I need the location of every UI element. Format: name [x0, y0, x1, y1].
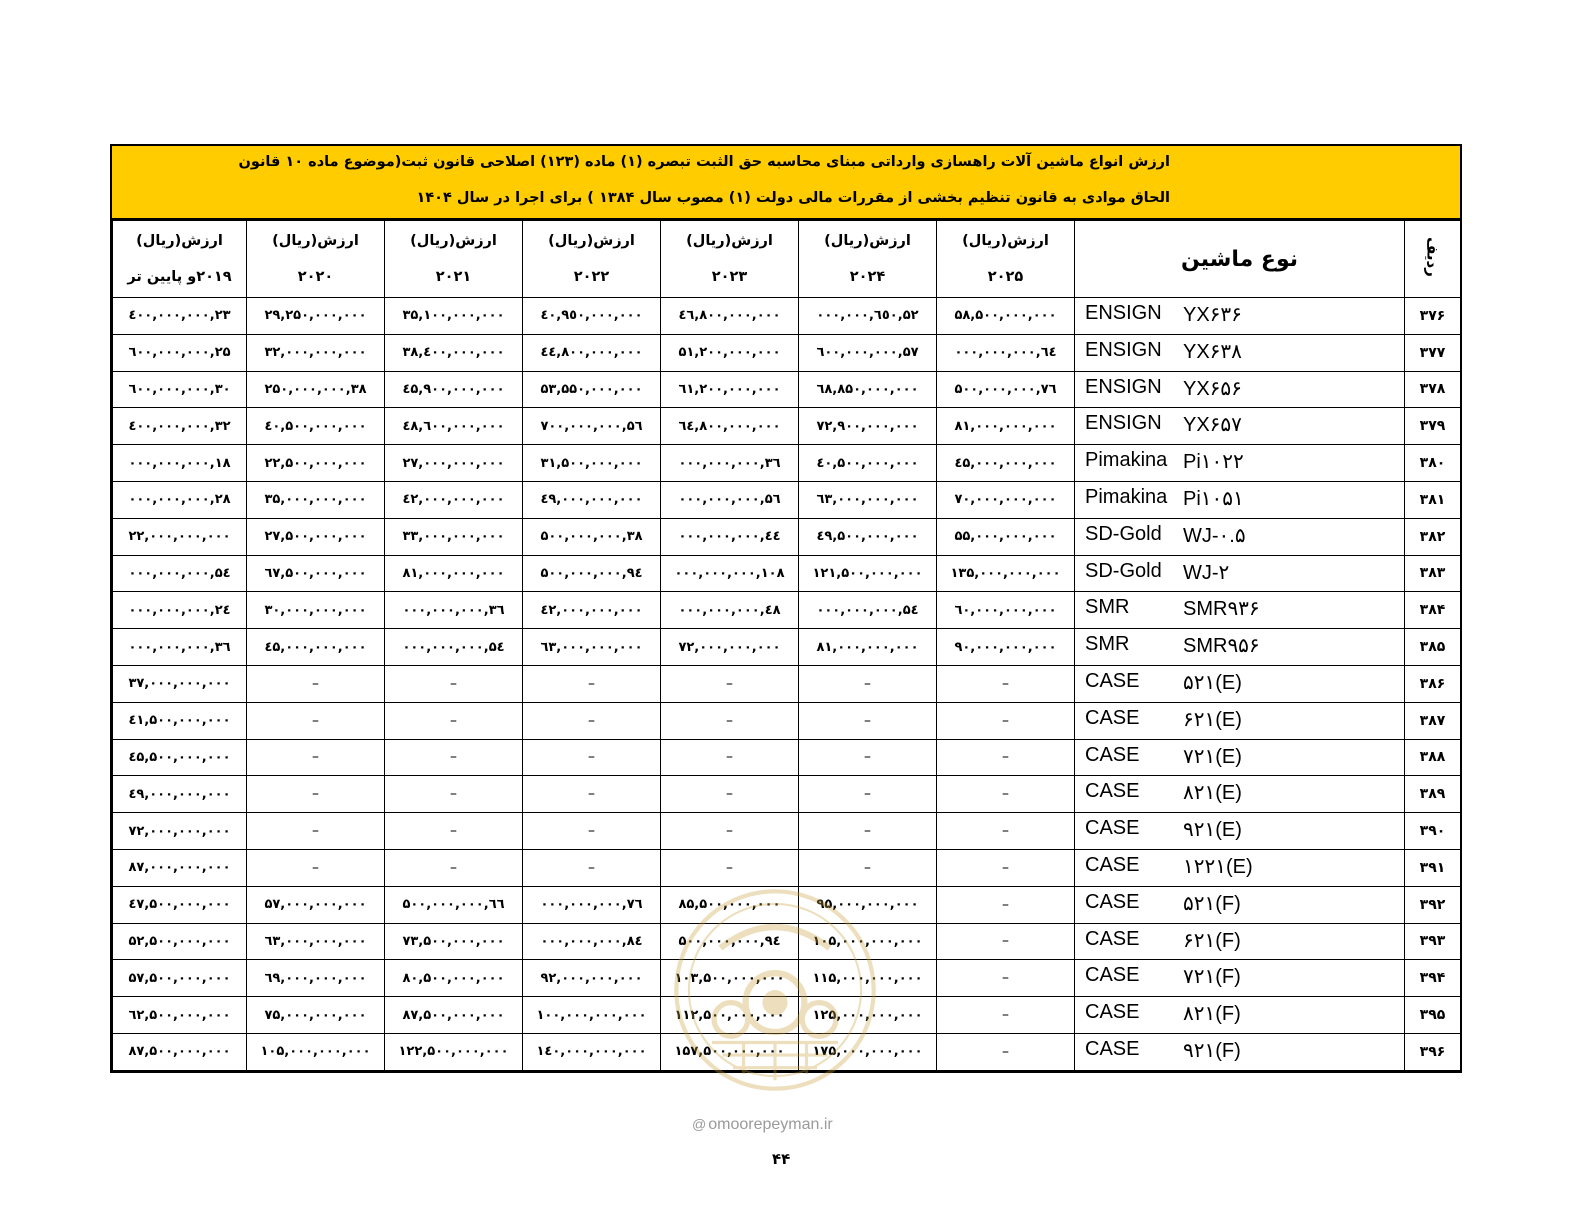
value-cell: ٨۷,۰۰۰,۰۰۰,۰۰۰ [113, 849, 247, 886]
machine-model: WJ-۰.۵ [1183, 524, 1246, 547]
row-index: ۳۹۴ [1405, 960, 1461, 997]
value-cell: – [937, 702, 1075, 739]
table-row [113, 408, 1461, 445]
value-cell: – [385, 776, 523, 813]
machine-brand: CASE [1085, 927, 1140, 950]
table-row [113, 886, 1461, 923]
value-cell: ۳۰,۰۰۰,۰۰۰,۰۰۰ [247, 592, 385, 629]
value-cell: ۵۲,۵۰۰,۰۰۰,۰۰۰ [113, 923, 247, 960]
value-cell: – [937, 997, 1075, 1034]
row-index: ۳۸۶ [1405, 665, 1461, 702]
machine-model: YX۶۳۸ [1183, 340, 1242, 363]
value-cell: ۲٤,۰۰۰,۰۰۰,۰۰۰ [113, 592, 247, 629]
table-row [113, 776, 1461, 813]
value-cell: ۱۰٨,۰۰۰,۰۰۰,۰۰۰ [661, 555, 799, 592]
value-cell: ۲٨,۰۰۰,۰۰۰,۰۰۰ [113, 481, 247, 518]
value-cell: ۹۵,۰۰۰,۰۰۰,۰۰۰ [799, 886, 937, 923]
machine-type-cell [1075, 408, 1405, 445]
value-cell: ۲۷,۵۰۰,۰۰۰,۰۰۰ [247, 518, 385, 555]
value-cell: ۱۳۵,۰۰۰,۰۰۰,۰۰۰ [937, 555, 1075, 592]
machine-type-cell [1075, 813, 1405, 850]
table-row [113, 298, 1461, 335]
machine-model: ۶۲۱(E) [1183, 708, 1242, 731]
table-row [113, 739, 1461, 776]
value-cell: ۳۵,۱۰۰,۰۰۰,۰۰۰ [385, 298, 523, 335]
footer-website [692, 1116, 833, 1134]
value-cell: ۱۱۵,۰۰۰,۰۰۰,۰۰۰ [799, 960, 937, 997]
value-cell: ٨۱,۰۰۰,۰۰۰,۰۰۰ [937, 408, 1075, 445]
value-cell: ٨٤,۰۰۰,۰۰۰,۰۰۰ [523, 923, 661, 960]
machine-brand: CASE [1085, 706, 1140, 729]
machine-model: ۹۲۱(F) [1183, 1039, 1241, 1062]
value-cell: ٦۰,۰۰۰,۰۰۰,۰۰۰ [937, 592, 1075, 629]
table-row [113, 334, 1461, 371]
value-cell: ٤٦,٨۰۰,۰۰۰,۰۰۰ [661, 298, 799, 335]
machine-model: YX۶۵۷ [1183, 414, 1242, 437]
value-cell: – [661, 813, 799, 850]
machine-brand: CASE [1085, 1037, 1140, 1060]
value-cell: ۵۵,۰۰۰,۰۰۰,۰۰۰ [937, 518, 1075, 555]
machine-brand: CASE [1085, 964, 1140, 987]
price-table-sheet [110, 144, 1462, 1073]
value-cell: ٤۰,۹٥۰,۰۰۰,۰۰۰ [523, 298, 661, 335]
value-cell: ۳۲,۰۰۰,۰۰۰,۰۰۰ [247, 334, 385, 371]
machine-type-cell [1075, 371, 1405, 408]
value-cell: ۵۷,٦۰۰,۰۰۰,۰۰۰ [799, 334, 937, 371]
row-index: ۳۸۱ [1405, 481, 1461, 518]
value-cell: ۹٤,۵۰۰,۰۰۰,۰۰۰ [523, 555, 661, 592]
value-cell: ۳٨,۲۵۰,۰۰۰,۰۰۰ [247, 371, 385, 408]
value-cell: ٤۲,۰۰۰,۰۰۰,۰۰۰ [385, 481, 523, 518]
row-index: ۳۹۰ [1405, 813, 1461, 850]
value-cell: ٨۱,۰۰۰,۰۰۰,۰۰۰ [385, 555, 523, 592]
value-cell: ٦۷,۵۰۰,۰۰۰,۰۰۰ [247, 555, 385, 592]
value-cell: – [523, 849, 661, 886]
value-cell: ٦٤,٨۰۰,۰۰۰,۰۰۰ [661, 408, 799, 445]
value-cell: ۳۱,۵۰۰,۰۰۰,۰۰۰ [523, 445, 661, 482]
row-index: ۳۸۰ [1405, 445, 1461, 482]
value-cell: ۲۲,۰۰۰,۰۰۰,۰۰۰ [113, 518, 247, 555]
row-index: ۳۹۵ [1405, 997, 1461, 1034]
value-cell: – [385, 702, 523, 739]
value-cell: ۱٨,۰۰۰,۰۰۰,۰۰۰ [113, 445, 247, 482]
value-cell: ۷۲,۰۰۰,۰۰۰,۰۰۰ [661, 629, 799, 666]
value-cell: ۵٦,۷۰۰,۰۰۰,۰۰۰ [523, 408, 661, 445]
value-cell: – [661, 776, 799, 813]
row-index: ۳۹۳ [1405, 923, 1461, 960]
value-cell: – [937, 739, 1075, 776]
machine-type-cell [1075, 997, 1405, 1034]
machine-type-cell [1075, 739, 1405, 776]
value-cell: – [247, 665, 385, 702]
value-cell: – [247, 702, 385, 739]
machine-model: ۷۲۱(F) [1183, 966, 1241, 989]
header-value-label: ارزش(ریال) [962, 233, 1049, 249]
machine-brand: ENSIGN [1085, 375, 1162, 398]
machine-type-cell [1075, 445, 1405, 482]
machine-model: ۸۲۱(E) [1183, 782, 1242, 805]
value-cell: – [937, 813, 1075, 850]
machine-model: ۸۲۱(F) [1183, 1003, 1241, 1026]
value-cell: ۲۳,٤۰۰,۰۰۰,۰۰۰ [113, 298, 247, 335]
value-cell: – [385, 813, 523, 850]
row-index: ۳۸۹ [1405, 776, 1461, 813]
value-cell: ٦۳,۰۰۰,۰۰۰,۰۰۰ [799, 481, 937, 518]
row-index: ۳۹۱ [1405, 849, 1461, 886]
header-year-2022 [523, 221, 661, 298]
value-cell: ۱۲۵,۰۰۰,۰۰۰,۰۰۰ [799, 997, 937, 1034]
value-cell: ۳٦,۰۰۰,۰۰۰,۰۰۰ [113, 629, 247, 666]
machine-brand: CASE [1085, 853, 1140, 876]
header-value-label: ارزش(ریال) [410, 233, 497, 249]
header-value-label: ارزش(ریال) [272, 233, 359, 249]
value-cell: ٤٤,٨۰۰,۰۰۰,۰۰۰ [523, 334, 661, 371]
value-cell: ۲۷,۰۰۰,۰۰۰,۰۰۰ [385, 445, 523, 482]
value-cell: ۷۵,۰۰۰,۰۰۰,۰۰۰ [247, 997, 385, 1034]
value-cell: ٤٨,۰۰۰,۰۰۰,۰۰۰ [661, 592, 799, 629]
row-index: ۳۷۸ [1405, 371, 1461, 408]
value-cell: – [799, 739, 937, 776]
table-row [113, 592, 1461, 629]
table-title-band [112, 146, 1460, 220]
value-cell: ۷۰,۰۰۰,۰۰۰,۰۰۰ [937, 481, 1075, 518]
value-cell: ٤۵,۵۰۰,۰۰۰,۰۰۰ [113, 739, 247, 776]
machine-type-cell [1075, 629, 1405, 666]
page-number: ۴۴ [772, 1150, 791, 1168]
value-cell: – [937, 960, 1075, 997]
machine-type-cell [1075, 518, 1405, 555]
value-cell: ۱۵۷,۵۰۰,۰۰۰,۰۰۰ [661, 1033, 799, 1070]
value-cell: – [247, 849, 385, 886]
row-index: ۳۸۴ [1405, 592, 1461, 629]
machine-brand: CASE [1085, 780, 1140, 803]
row-index: ۳۷۷ [1405, 334, 1461, 371]
row-index: ۳۸۸ [1405, 739, 1461, 776]
machine-type-cell [1075, 1033, 1405, 1070]
header-year-2023 [661, 221, 799, 298]
header-year: ۲۰۲۴ [849, 269, 886, 285]
value-cell: ۵۳,۵۵۰,۰۰۰,۰۰۰ [523, 371, 661, 408]
value-cell: ۱۰۰,۰۰۰,۰۰۰,۰۰۰ [523, 997, 661, 1034]
header-year-2021 [385, 221, 523, 298]
machine-brand: SMR [1085, 633, 1130, 656]
value-cell: – [799, 776, 937, 813]
machine-brand: Pimakina [1085, 485, 1168, 508]
value-cell: ۳٦,۰۰۰,۰۰۰,۰۰۰ [385, 592, 523, 629]
value-cell: ۹٤,۵۰۰,۰۰۰,۰۰۰ [661, 923, 799, 960]
value-cell: ۳۳,۰۰۰,۰۰۰,۰۰۰ [385, 518, 523, 555]
machine-type-cell [1075, 702, 1405, 739]
machine-type-cell [1075, 923, 1405, 960]
value-cell: – [523, 665, 661, 702]
at-sign-icon: @ [692, 1116, 707, 1132]
value-cell: ٤۹,۰۰۰,۰۰۰,۰۰۰ [113, 776, 247, 813]
machine-model: ۶۲۱(F) [1183, 929, 1241, 952]
value-cell: – [937, 849, 1075, 886]
value-cell: ٤۰,۵۰۰,۰۰۰,۰۰۰ [247, 408, 385, 445]
footer-website-text: omoorepeyman.ir [708, 1116, 833, 1133]
header-machine-type: نوع ماشین [1075, 221, 1405, 298]
table-row [113, 960, 1461, 997]
machine-brand: CASE [1085, 669, 1140, 692]
machine-model: ۷۲۱(E) [1183, 745, 1242, 768]
value-cell: ٨۷,۵۰۰,۰۰۰,۰۰۰ [385, 997, 523, 1034]
value-cell: ۷٦,۰۰۰,۰۰۰,۰۰۰ [523, 886, 661, 923]
machine-model: SMR۹۳۶ [1183, 598, 1260, 621]
header-year: ۲۰۲۲ [573, 269, 610, 285]
value-cell: ٦۲,۵۰۰,۰۰۰,۰۰۰ [113, 997, 247, 1034]
value-cell: ٨۱,۰۰۰,۰۰۰,۰۰۰ [799, 629, 937, 666]
value-cell: ٤٤,۰۰۰,۰۰۰,۰۰۰ [661, 518, 799, 555]
value-cell: – [937, 886, 1075, 923]
value-cell: ۳٦,۰۰۰,۰۰۰,۰۰۰ [661, 445, 799, 482]
value-cell: ۵۱,۲۰۰,۰۰۰,۰۰۰ [661, 334, 799, 371]
machine-type-cell [1075, 555, 1405, 592]
value-cell: ۲۵,٦۰۰,۰۰۰,۰۰۰ [113, 334, 247, 371]
machine-type-cell [1075, 592, 1405, 629]
row-index: ۳۷۶ [1405, 298, 1461, 335]
header-year-2024 [799, 221, 937, 298]
machine-brand: CASE [1085, 743, 1140, 766]
machine-brand: ENSIGN [1085, 302, 1162, 324]
machine-model: ۵۲۱(E) [1183, 671, 1242, 694]
value-cell: ۱۰۳,۵۰۰,۰۰۰,۰۰۰ [661, 960, 799, 997]
value-cell: ۳۷,۰۰۰,۰۰۰,۰۰۰ [113, 665, 247, 702]
table-row [113, 629, 1461, 666]
machine-brand: SD-Gold [1085, 559, 1162, 582]
table-title-line-2: الحاق موادی به قانون تنظیم بخشی از مقررات مالی دولت (۱) مصوب سال ۱۳۸۴ ) برای اجرا در سال ۱۴۰۴ [416, 190, 1170, 206]
value-cell: ۱۲۱,۵۰۰,۰۰۰,۰۰۰ [799, 555, 937, 592]
machine-type-cell [1075, 334, 1405, 371]
value-cell: ۷۳,۵۰۰,۰۰۰,۰۰۰ [385, 923, 523, 960]
value-cell: – [799, 813, 937, 850]
value-cell: ٤۵,۹۰۰,۰۰۰,۰۰۰ [385, 371, 523, 408]
header-year-2020 [247, 221, 385, 298]
value-cell: ٦٤,۰۰۰,۰۰۰,۰۰۰ [937, 334, 1075, 371]
row-index: ۳۸۷ [1405, 702, 1461, 739]
table-row [113, 555, 1461, 592]
machine-model: Pi۱۰۲۲ [1183, 451, 1244, 474]
value-cell: – [247, 776, 385, 813]
value-cell: – [523, 813, 661, 850]
machine-brand: CASE [1085, 1001, 1140, 1024]
value-cell: ۵٦,۰۰۰,۰۰۰,۰۰۰ [661, 481, 799, 518]
value-cell: ۳۵,۰۰۰,۰۰۰,۰۰۰ [247, 481, 385, 518]
machine-model: Pi۱۰۵۱ [1183, 487, 1244, 510]
value-cell: ۱٤۰,۰۰۰,۰۰۰,۰۰۰ [523, 1033, 661, 1070]
row-index: ۳۸۳ [1405, 555, 1461, 592]
machine-type-cell [1075, 849, 1405, 886]
value-cell: – [799, 849, 937, 886]
header-row [113, 221, 1461, 298]
table-row [113, 371, 1461, 408]
table-row [113, 445, 1461, 482]
machine-type-cell [1075, 481, 1405, 518]
value-cell: ۷۲,۰۰۰,۰۰۰,۰۰۰ [113, 813, 247, 850]
machine-type-cell [1075, 960, 1405, 997]
machine-type-cell [1075, 665, 1405, 702]
price-table [112, 220, 1461, 1071]
value-cell: – [523, 776, 661, 813]
value-cell: ٨۷,۵۰۰,۰۰۰,۰۰۰ [113, 1033, 247, 1070]
value-cell: – [385, 665, 523, 702]
value-cell: ٨۵,۵۰۰,۰۰۰,۰۰۰ [661, 886, 799, 923]
value-cell: ٤۱,۵۰۰,۰۰۰,۰۰۰ [113, 702, 247, 739]
machine-model: YX۶۳۶ [1183, 304, 1242, 326]
machine-brand: Pimakina [1085, 449, 1168, 472]
header-year: ۲۰۲۱ [435, 269, 472, 285]
value-cell: – [799, 702, 937, 739]
header-year-2019-and-older [113, 221, 247, 298]
value-cell: ٤۹,۵۰۰,۰۰۰,۰۰۰ [799, 518, 937, 555]
value-cell: ۵٤,۰۰۰,۰۰۰,۰۰۰ [385, 629, 523, 666]
value-cell: ۹۰,۰۰۰,۰۰۰,۰۰۰ [937, 629, 1075, 666]
machine-type-cell [1075, 776, 1405, 813]
value-cell: ٤٨,٦۰۰,۰۰۰,۰۰۰ [385, 408, 523, 445]
table-row [113, 702, 1461, 739]
value-cell: ٤۲,۰۰۰,۰۰۰,۰۰۰ [523, 592, 661, 629]
value-cell: ۳۰,٦۰۰,۰۰۰,۰۰۰ [113, 371, 247, 408]
value-cell: ۱۰۵,۰۰۰,۰۰۰,۰۰۰ [799, 923, 937, 960]
value-cell: ۳٨,٤۰۰,۰۰۰,۰۰۰ [385, 334, 523, 371]
value-cell: ۲۲,۵۰۰,۰۰۰,۰۰۰ [247, 445, 385, 482]
value-cell: ۲۹,۲۵۰,۰۰۰,۰۰۰ [247, 298, 385, 335]
value-cell: ۷۲,۹۰۰,۰۰۰,۰۰۰ [799, 408, 937, 445]
machine-model: YX۶۵۶ [1183, 377, 1242, 400]
value-cell: ۵۷,۰۰۰,۰۰۰,۰۰۰ [247, 886, 385, 923]
value-cell: – [661, 702, 799, 739]
value-cell: – [247, 813, 385, 850]
value-cell: – [385, 849, 523, 886]
machine-type-cell [1075, 298, 1405, 335]
table-row [113, 665, 1461, 702]
value-cell: – [661, 665, 799, 702]
value-cell: ٦۹,۰۰۰,۰۰۰,۰۰۰ [247, 960, 385, 997]
machine-model: WJ-۲ [1183, 561, 1230, 584]
value-cell: ۱۱۲,۵۰۰,۰۰۰,۰۰۰ [661, 997, 799, 1034]
machine-type-cell [1075, 886, 1405, 923]
value-cell: – [247, 739, 385, 776]
value-cell: ٦۳,۰۰۰,۰۰۰,۰۰۰ [247, 923, 385, 960]
machine-brand: SMR [1085, 596, 1130, 619]
table-body [113, 298, 1461, 1071]
value-cell: ۷٦,۵۰۰,۰۰۰,۰۰۰ [937, 371, 1075, 408]
value-cell: – [937, 1033, 1075, 1070]
table-row [113, 923, 1461, 960]
row-index: ۳۹۶ [1405, 1033, 1461, 1070]
value-cell: ۱۷۵,۰۰۰,۰۰۰,۰۰۰ [799, 1033, 937, 1070]
value-cell: ۵٤,۰۰۰,۰۰۰,۰۰۰ [113, 555, 247, 592]
header-value-label: ارزش(ریال) [686, 233, 773, 249]
value-cell: ٤۵,۰۰۰,۰۰۰,۰۰۰ [247, 629, 385, 666]
value-cell: ٤۵,۰۰۰,۰۰۰,۰۰۰ [937, 445, 1075, 482]
header-value-label: ارزش(ریال) [548, 233, 635, 249]
value-cell: – [799, 665, 937, 702]
machine-model: SMR۹۵۶ [1183, 635, 1260, 658]
value-cell: ۱۰۵,۰۰۰,۰۰۰,۰۰۰ [247, 1033, 385, 1070]
header-value-label: ارزش(ریال) [136, 233, 223, 249]
row-index: ۳۸۲ [1405, 518, 1461, 555]
value-cell: ۵٤,۰۰۰,۰۰۰,۰۰۰ [799, 592, 937, 629]
table-row [113, 813, 1461, 850]
value-cell: ٨۰,۵۰۰,۰۰۰,۰۰۰ [385, 960, 523, 997]
header-year: ۲۰۱۹و پایین تر [127, 269, 232, 285]
header-year: ۲۰۲۰ [297, 269, 334, 285]
value-cell: – [937, 776, 1075, 813]
machine-brand: SD-Gold [1085, 522, 1162, 545]
row-index: ۳۹۲ [1405, 886, 1461, 923]
table-row [113, 481, 1461, 518]
value-cell: – [937, 923, 1075, 960]
value-cell: ۵۲,٦٥٠,۰۰۰,۰۰۰ [799, 298, 937, 335]
header-value-label: ارزش(ریال) [824, 233, 911, 249]
value-cell: ٦٦,۵۰۰,۰۰۰,۰۰۰ [385, 886, 523, 923]
table-row [113, 997, 1461, 1034]
table-title-line-1: ارزش انواع ماشین آلات راهسازی وارداتی مبنای محاسبه حق الثبت تبصره (۱) ماده (۱۲۳) اصلاحی قانون ثبت(موضوع ماده ۱۰ قانون [238, 154, 1170, 170]
value-cell: ٦۳,۰۰۰,۰۰۰,۰۰۰ [523, 629, 661, 666]
machine-brand: ENSIGN [1085, 412, 1162, 435]
header-index: ردیف [1405, 221, 1461, 298]
machine-brand: ENSIGN [1085, 338, 1162, 361]
row-index: ۳۸۵ [1405, 629, 1461, 666]
header-year: ۲۰۲۳ [711, 269, 748, 285]
header-year: ۲۰۲۵ [987, 269, 1024, 285]
value-cell: ۳۲,٤۰۰,۰۰۰,۰۰۰ [113, 408, 247, 445]
value-cell: ۳٨,۵۰۰,۰۰۰,۰۰۰ [523, 518, 661, 555]
value-cell: ۱۲۲,۵۰۰,۰۰۰,۰۰۰ [385, 1033, 523, 1070]
table-row [113, 1033, 1461, 1070]
machine-brand: CASE [1085, 890, 1140, 913]
machine-model: ۹۲۱(E) [1183, 819, 1242, 842]
value-cell: ۵۷,۵۰۰,۰۰۰,۰۰۰ [113, 960, 247, 997]
table-row [113, 518, 1461, 555]
table-row [113, 849, 1461, 886]
value-cell: ٤۷,۵۰۰,۰۰۰,۰۰۰ [113, 886, 247, 923]
value-cell: ۹۲,۰۰۰,۰۰۰,۰۰۰ [523, 960, 661, 997]
machine-model: ۵۲۱(F) [1183, 892, 1241, 915]
header-year-2025 [937, 221, 1075, 298]
value-cell: ۵۸,۵۰۰,۰۰۰,۰۰۰ [937, 298, 1075, 335]
machine-brand: CASE [1085, 817, 1140, 840]
value-cell: – [661, 849, 799, 886]
value-cell: ٤۹,۰۰۰,۰۰۰,۰۰۰ [523, 481, 661, 518]
value-cell: ٦۱,۲۰۰,۰۰۰,۰۰۰ [661, 371, 799, 408]
value-cell: ٤۰,۵۰۰,۰۰۰,۰۰۰ [799, 445, 937, 482]
value-cell: ٦٨,٨۵۰,۰۰۰,۰۰۰ [799, 371, 937, 408]
value-cell: – [937, 665, 1075, 702]
machine-model: ۱۲۲۱(E) [1183, 855, 1253, 878]
value-cell: – [661, 739, 799, 776]
value-cell: – [523, 702, 661, 739]
value-cell: – [523, 739, 661, 776]
value-cell: – [385, 739, 523, 776]
row-index: ۳۷۹ [1405, 408, 1461, 445]
